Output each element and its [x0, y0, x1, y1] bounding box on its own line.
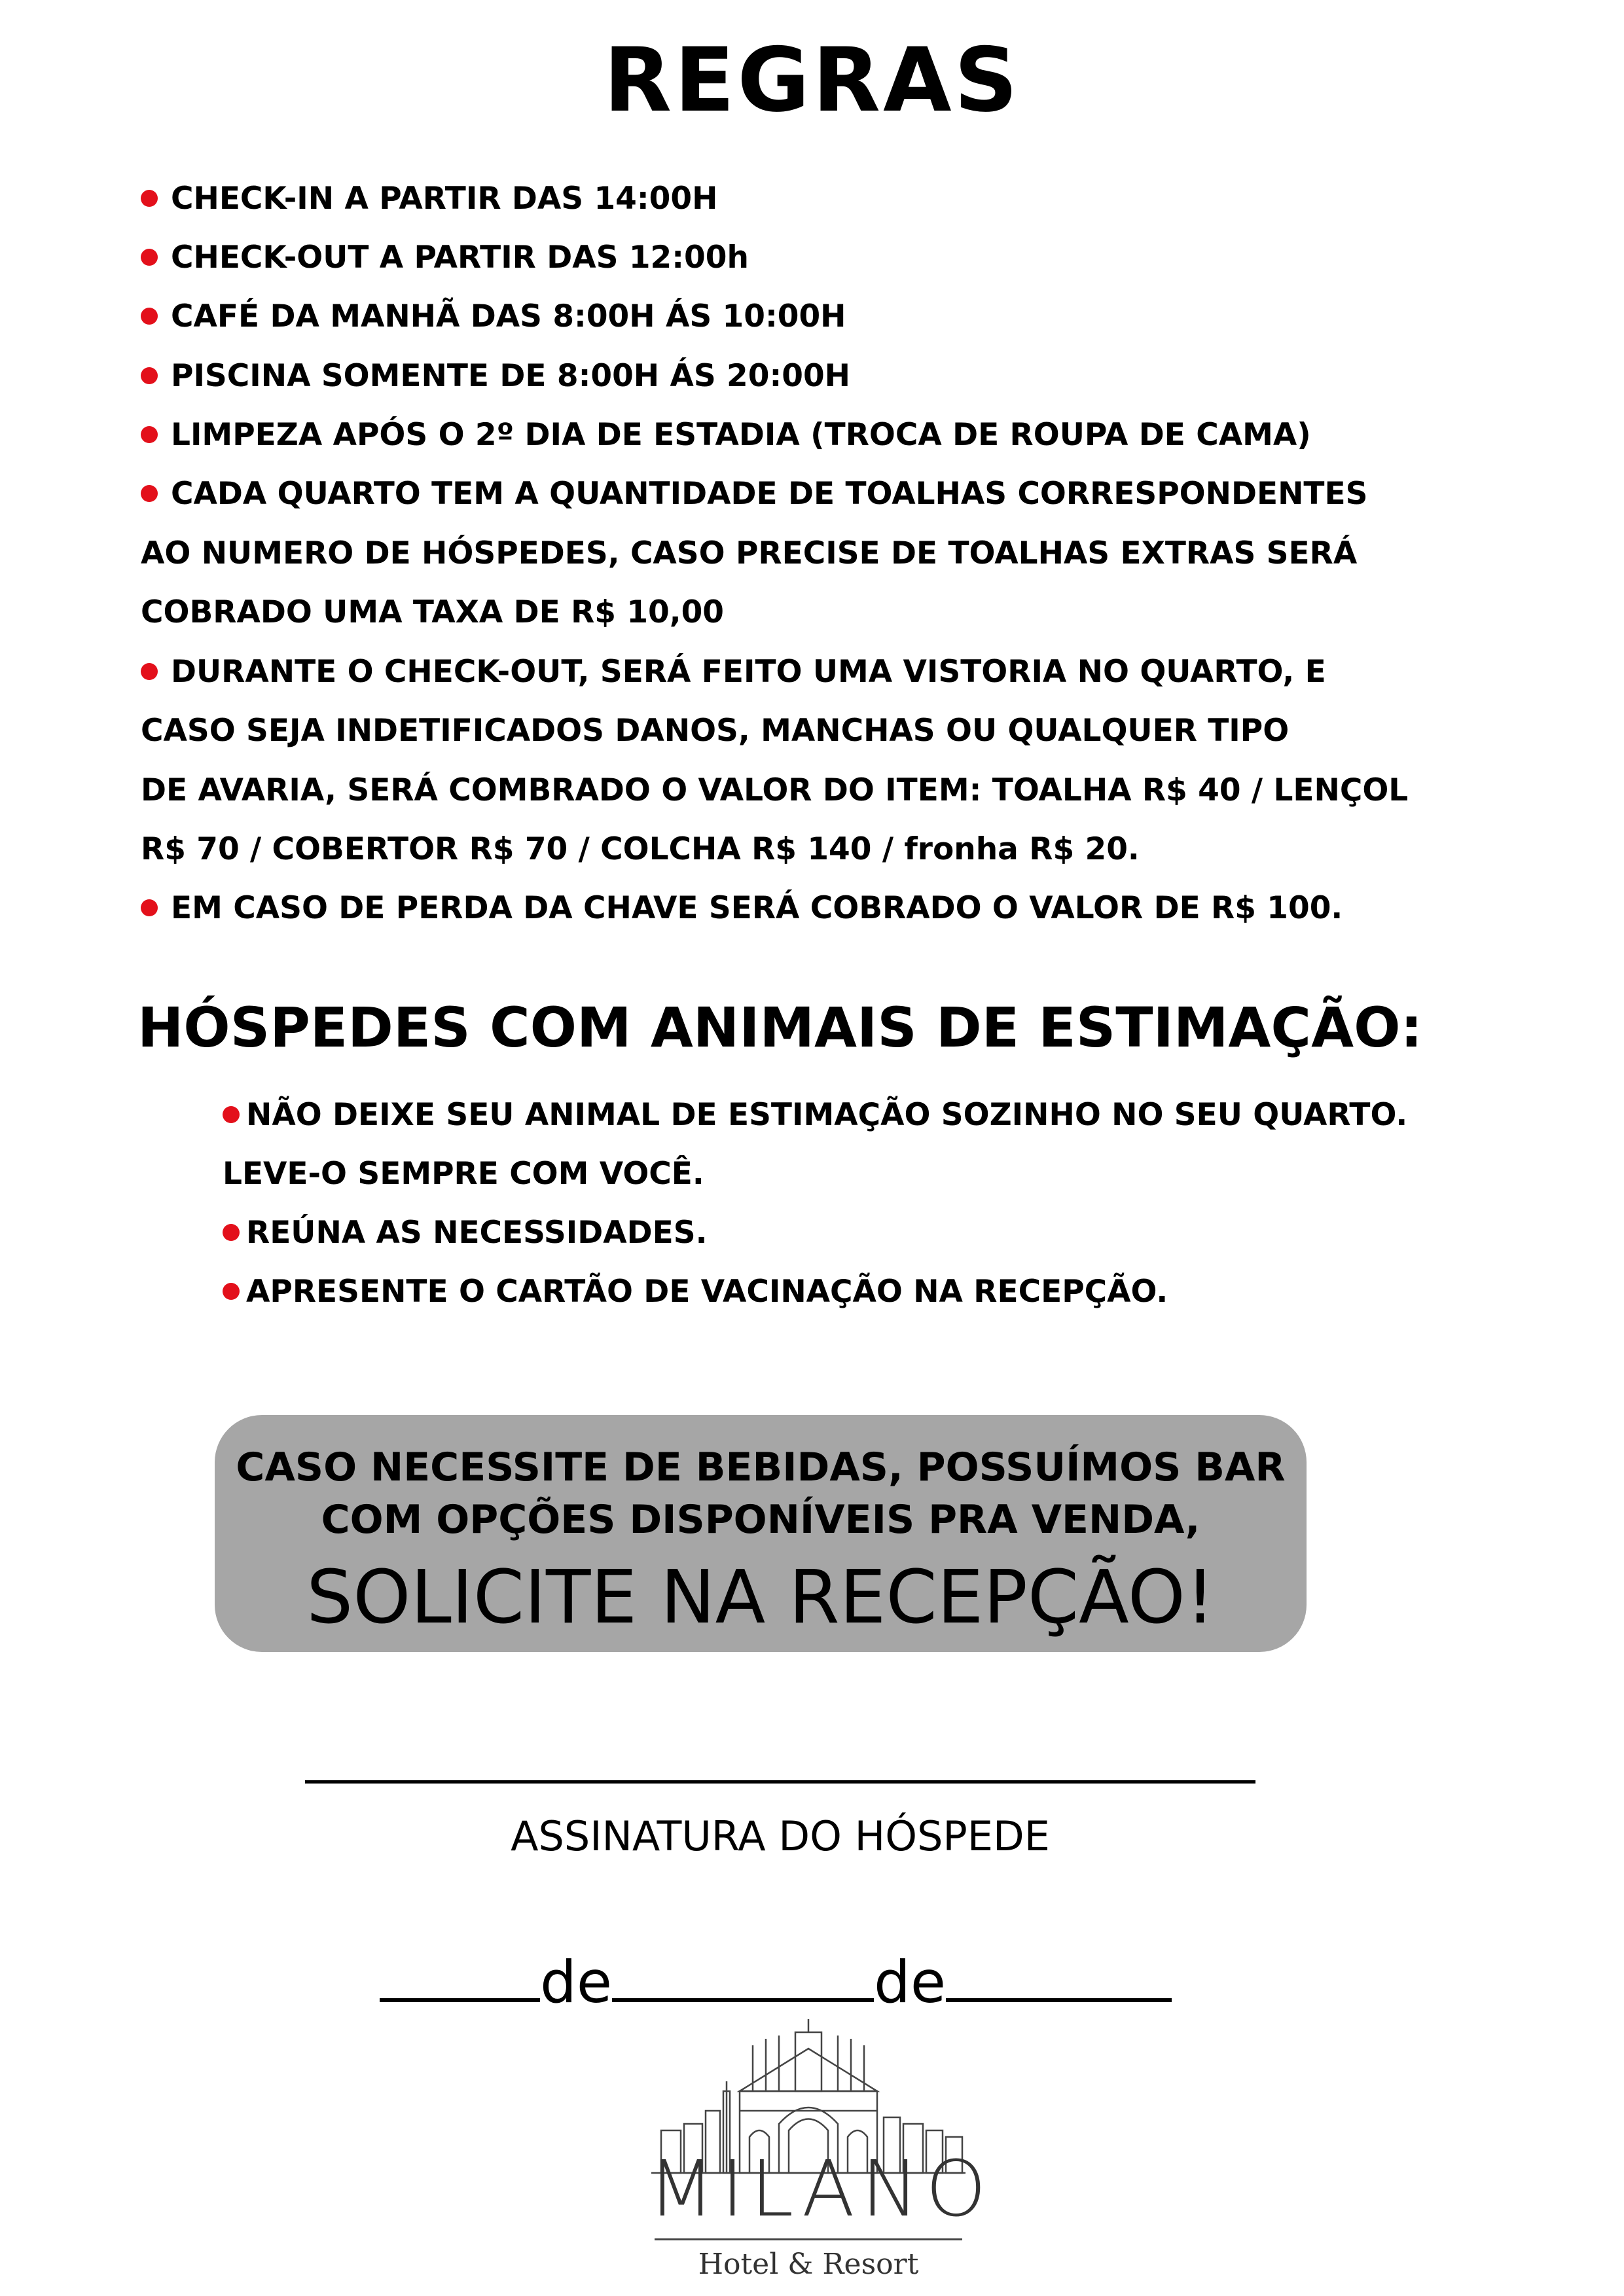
- rule-line: CADA QUARTO TEM A QUANTIDADE DE TOALHAS CORRESPONDENTES: [141, 478, 1367, 509]
- bullet-dot-icon: [223, 1106, 240, 1123]
- bullet-dot-icon: [141, 485, 158, 502]
- rule-line: COBRADO UMA TAXA DE R$ 10,00: [141, 594, 725, 630]
- logo-divider: [655, 2238, 962, 2240]
- date-word: de: [874, 1948, 946, 2016]
- rule-line: PISCINA SOMENTE DE 8:00H ÁS 20:00H: [141, 361, 850, 391]
- date-blank-line: [380, 1948, 1172, 2016]
- pets-section-title: HÓSPEDES COM ANIMAIS DE ESTIMAÇÃO:: [137, 996, 1423, 1060]
- bar-notice-line: COM OPÇÕES DISPONÍVEIS PRA VENDA,: [321, 1497, 1200, 1543]
- pet-rule-line: APRESENTE O CARTÃO DE VACINAÇÃO NA RECEPÇÃO.: [223, 1276, 1168, 1307]
- bullet-dot-icon: [141, 663, 158, 680]
- rule-line: DURANTE O CHECK-OUT, SERÁ FEITO UMA VISTORIA NO QUARTO, E: [141, 656, 1326, 687]
- rule-line: DE AVARIA, SERÁ COMBRADO O VALOR DO ITEM: TOALHA R$ 40 / LENÇOL: [141, 772, 1409, 808]
- bar-notice-line: CASO NECESSITE DE BEBIDAS, POSSUÍMOS BAR: [236, 1444, 1286, 1490]
- month-blank: [612, 1959, 874, 2002]
- pet-rule-line: NÃO DEIXE SEU ANIMAL DE ESTIMAÇÃO SOZINHO NO SEU QUARTO.: [223, 1100, 1407, 1130]
- rule-line: R$ 70 / COBERTOR R$ 70 / COLCHA R$ 140 / fronha R$ 20.: [141, 831, 1140, 867]
- bar-notice-callout: SOLICITE NA RECEPÇÃO!: [306, 1555, 1215, 1640]
- rule-line: CHECK-OUT A PARTIR DAS 12:00h: [141, 242, 749, 273]
- rule-line: LIMPEZA APÓS O 2º DIA DE ESTADIA (TROCA DE ROUPA DE CAMA): [141, 420, 1311, 450]
- rule-line: CHECK-IN A PARTIR DAS 14:00H: [141, 183, 717, 214]
- page-title: REGRAS: [604, 29, 1020, 132]
- bullet-dot-icon: [223, 1224, 240, 1241]
- bullet-dot-icon: [141, 190, 158, 207]
- date-word: de: [540, 1948, 612, 2016]
- bullet-dot-icon: [141, 308, 158, 325]
- pet-rule-line: LEVE-O SEMPRE COM VOCÊ.: [223, 1156, 704, 1192]
- bullet-dot-icon: [223, 1283, 240, 1300]
- bullet-dot-icon: [141, 249, 158, 266]
- rule-line: CAFÉ DA MANHÃ DAS 8:00H ÁS 10:00H: [141, 301, 846, 332]
- bullet-dot-icon: [141, 899, 158, 916]
- rule-line: EM CASO DE PERDA DA CHAVE SERÁ COBRADO O VALOR DE R$ 100.: [141, 893, 1343, 924]
- rule-line: AO NUMERO DE HÓSPEDES, CASO PRECISE DE TOALHAS EXTRAS SERÁ: [141, 535, 1358, 571]
- rule-line: CASO SEJA INDETIFICADOS DANOS, MANCHAS OU QUALQUER TIPO: [141, 713, 1290, 749]
- year-blank: [946, 1959, 1172, 2002]
- day-blank: [380, 1959, 540, 2002]
- logo-subtitle: Hotel & Resort: [698, 2248, 919, 2281]
- signature-label: ASSINATURA DO HÓSPEDE: [511, 1812, 1050, 1860]
- pet-rule-line: REÚNA AS NECESSIDADES.: [223, 1217, 707, 1248]
- signature-line: [305, 1780, 1255, 1784]
- bullet-dot-icon: [141, 367, 158, 384]
- bullet-dot-icon: [141, 426, 158, 443]
- logo-wordmark: MILANO: [648, 2144, 993, 2234]
